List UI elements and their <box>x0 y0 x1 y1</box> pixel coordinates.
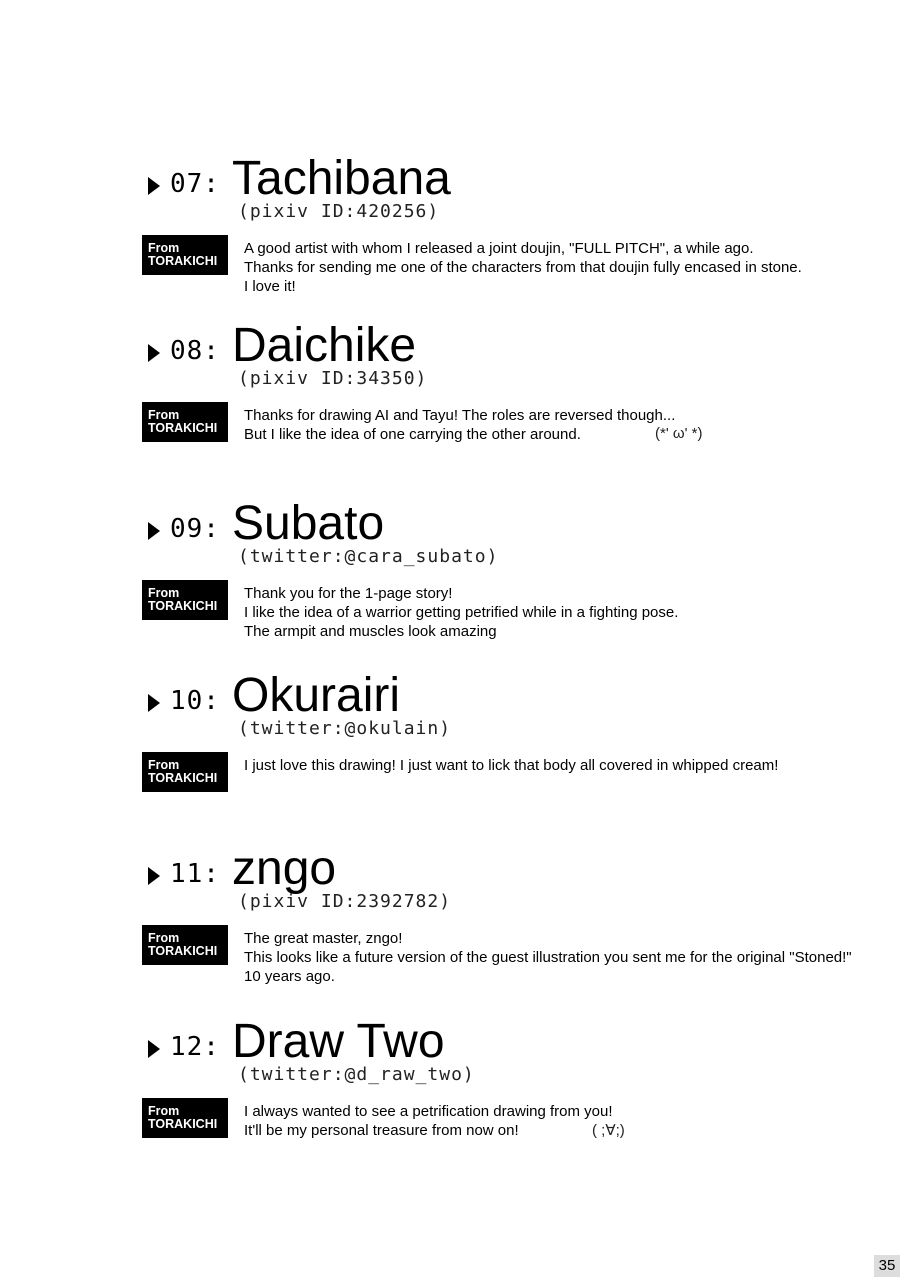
artist-name: Subato <box>232 497 385 550</box>
artist-id: (pixiv ID:2392782) <box>238 891 452 912</box>
badge-from: From <box>148 408 180 422</box>
comment-text <box>244 1102 613 1140</box>
comment-text <box>244 239 802 296</box>
artist-id: (twitter:@okulain) <box>238 718 452 739</box>
artist-entry <box>0 669 904 842</box>
artist-id: (pixiv ID:34350) <box>238 368 428 389</box>
entry-number: 08: <box>170 336 220 366</box>
from-badge <box>142 925 228 965</box>
entry-number: 11: <box>170 859 220 889</box>
comment-line: Thanks for drawing AI and Tayu! The roles are reversed though... <box>244 407 676 424</box>
badge-author: TORAKICHI <box>148 254 218 268</box>
badge-author: TORAKICHI <box>148 1117 218 1131</box>
artist-name: Tachibana <box>232 152 451 205</box>
artist-id: (twitter:@d_raw_two) <box>238 1064 475 1085</box>
triangle-bullet-icon <box>148 177 160 195</box>
from-badge <box>142 580 228 620</box>
artist-name: Draw Two <box>232 1015 445 1068</box>
from-badge <box>142 235 228 275</box>
artist-entry <box>0 497 904 670</box>
artist-entry <box>0 842 904 1015</box>
badge-from: From <box>148 758 180 772</box>
comment-line: I just love this drawing! I just want to lick that body all covered in whipped cream! <box>244 757 779 774</box>
artist-id: (pixiv ID:420256) <box>238 201 440 222</box>
badge-from: From <box>148 931 180 945</box>
triangle-bullet-icon <box>148 1040 160 1058</box>
badge-from: From <box>148 241 180 255</box>
artist-entry <box>0 152 904 325</box>
badge-author: TORAKICHI <box>148 421 218 435</box>
artist-name: Daichike <box>232 319 417 372</box>
triangle-bullet-icon <box>148 867 160 885</box>
comment-text <box>244 584 678 641</box>
from-badge <box>142 402 228 442</box>
from-badge <box>142 752 228 792</box>
badge-author: TORAKICHI <box>148 599 218 613</box>
page-number: 35 <box>874 1255 900 1277</box>
artist-id: (twitter:@cara_subato) <box>238 546 499 567</box>
entry-number: 12: <box>170 1032 220 1062</box>
comment-line: I always wanted to see a petrification drawing from you! <box>244 1103 613 1120</box>
comment-line: The armpit and muscles look amazing <box>244 623 497 640</box>
entry-number: 09: <box>170 514 220 544</box>
triangle-bullet-icon <box>148 344 160 362</box>
comment-text <box>244 929 852 986</box>
comment-line: I love it! <box>244 278 296 295</box>
artist-entry <box>0 319 904 492</box>
triangle-bullet-icon <box>148 522 160 540</box>
badge-author: TORAKICHI <box>148 944 218 958</box>
artist-name: zngo <box>232 842 337 895</box>
badge-author: TORAKICHI <box>148 771 218 785</box>
badge-from: From <box>148 1104 180 1118</box>
comment-line: This looks like a future version of the guest illustration you sent me for the original "Stoned!" <box>244 949 852 966</box>
kaomoji: (*' ω' *) <box>655 425 703 442</box>
kaomoji: ( ;∀;) <box>592 1122 625 1139</box>
artist-name: Okurairi <box>232 669 401 722</box>
comment-text <box>244 406 675 444</box>
badge-from: From <box>148 586 180 600</box>
artist-entry <box>0 1015 904 1188</box>
comment-line: Thank you for the 1-page story! <box>244 585 453 602</box>
comment-line: The great master, zngo! <box>244 930 403 947</box>
comment-line: 10 years ago. <box>244 968 335 985</box>
entry-number: 07: <box>170 169 220 199</box>
comment-line: I like the idea of a warrior getting petrified while in a fighting pose. <box>244 604 679 621</box>
comment-line: A good artist with whom I released a joint doujin, "FULL PITCH", a while ago. <box>244 240 754 257</box>
comment-text <box>244 756 778 775</box>
comment-line: But I like the idea of one carrying the other around. <box>244 426 581 443</box>
comment-line: Thanks for sending me one of the characters from that doujin fully encased in stone. <box>244 259 802 276</box>
from-badge <box>142 1098 228 1138</box>
comment-line: It'll be my personal treasure from now on! <box>244 1122 519 1139</box>
triangle-bullet-icon <box>148 694 160 712</box>
entry-number: 10: <box>170 686 220 716</box>
